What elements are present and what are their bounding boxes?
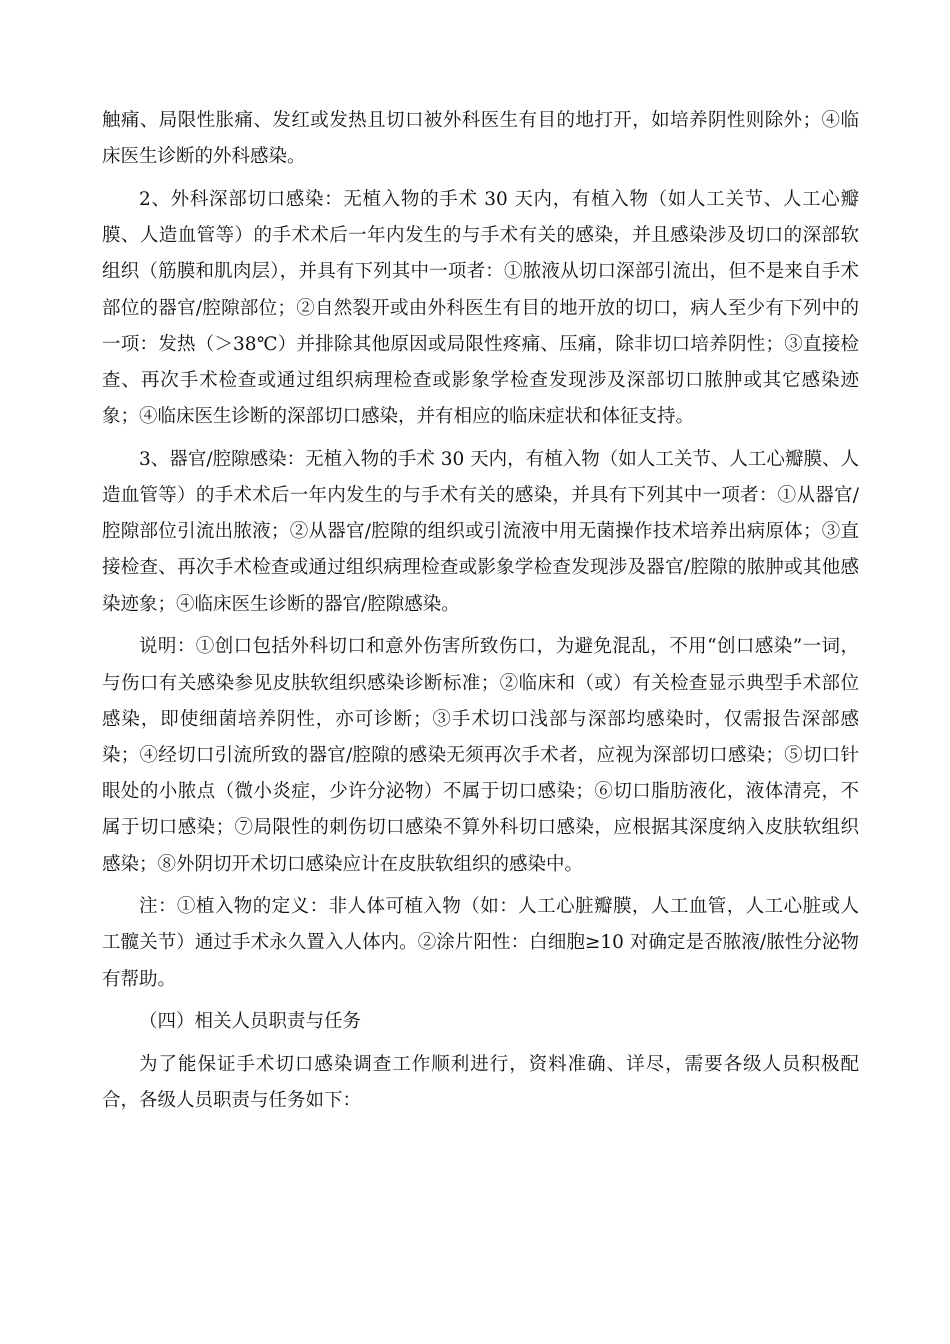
paragraph-organ-space-infection: 3、器官/腔隙感染：无植入物的手术 30 天内，有植入物（如人工关节、人工心瓣膜、人造血管等）的手术术后一年内发生的与手术有关的感染，并具有下列其中一项者：①从器官/腔隙部位引流出脓液；②从器官/腔隙的组织或引流液中用无菌操作技术培养出病原体；③直接检查、再次手术检查或通过组织病理检查或影象学检查发现涉及器官/腔隙的脓肿或其他感染迹象；④临床医生诊断的器官/腔隙感染。 <box>102 448 859 615</box>
paragraph-note: 注：①植入物的定义：非人体可植入物（如：人工心脏瓣膜，人工血管，人工心脏或人工髋关节）通过手术永久置入人体内。②涂片阳性：白细胞≥10 对确定是否脓液/脓性分泌物有帮助。 <box>102 896 859 990</box>
paragraph-continuation: 触痛、局限性胀痛、发红或发热且切口被外科医生有目的地打开，如培养阴性则除外；④临床医生诊断的外科感染。 <box>102 110 859 168</box>
section-heading-responsibilities: （四）相关人员职责与任务 <box>139 1011 362 1033</box>
paragraph-deep-incision-infection: 2、外科深部切口感染：无植入物的手术 30 天内，有植入物（如人工关节、人工心瓣膜、人造血管等）的手术术后一年内发生的与手术有关的感染，并且感染涉及切口的深部软组织（筋膜和肌肉层），并具有下列其中一项者：①脓液从切口深部引流出，但不是来自手术部位的器官/腔隙部位；②自然裂开或由外科医生有目的地开放的切口，病人至少有下列中的一项：发热（＞38℃）并排除其他原因或局限性疼痛、压痛，除非切口培养阴性；③直接检查、再次手术检查或通过组织病理检查或影象学检查发现涉及深部切口脓肿或其它感染迹象；④临床医生诊断的深部切口感染，并有相应的临床症状和体征支持。 <box>102 188 859 428</box>
document-body <box>102 103 859 1126</box>
paragraph-explanation: 说明：①创口包括外科切口和意外伤害所致伤口，为避免混乱，不用“创口感染”一词，与伤口有关感染参见皮肤软组织感染诊断标准；②临床和（或）有关检查显示典型手术部位感染，即使细菌培养阴性，亦可诊断；③手术切口浅部与深部均感染时，仅需报告深部感染；④经切口引流所致的器官/腔隙的感染无须再次手术者，应视为深部切口感染；⑤切口针眼处的小脓点（微小炎症，少许分泌物）不属于切口感染；⑥切口脂肪液化，液体清亮，不属于切口感染；⑦局限性的刺伤切口感染不算外科切口感染，应根据其深度纳入皮肤软组织感染；⑧外阴切开术切口感染应计在皮肤软组织的感染中。 <box>102 636 859 875</box>
paragraph-responsibilities-intro: 为了能保证手术切口感染调查工作顺利进行，资料准确、详尽，需要各级人员积极配合，各级人员职责与任务如下： <box>102 1054 859 1112</box>
